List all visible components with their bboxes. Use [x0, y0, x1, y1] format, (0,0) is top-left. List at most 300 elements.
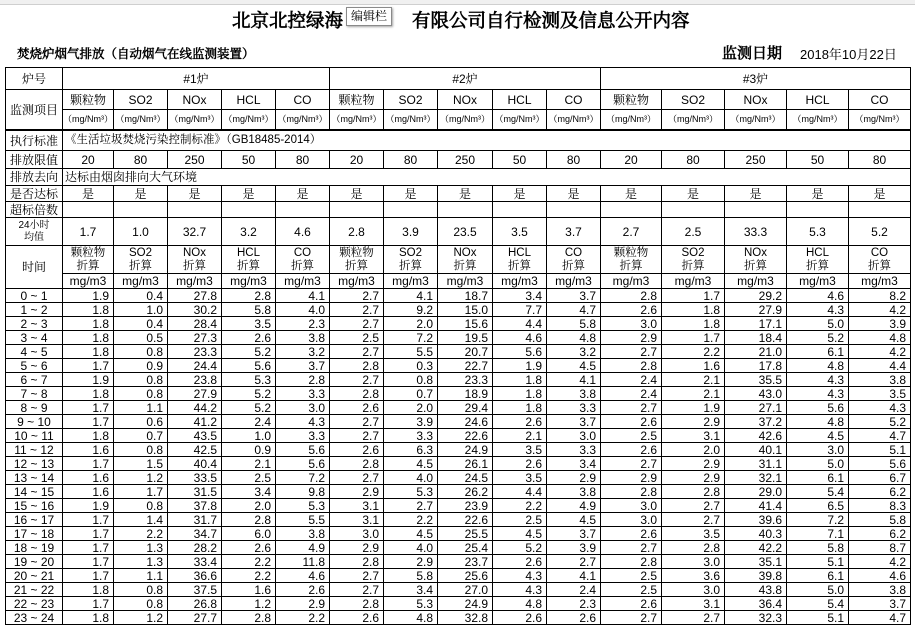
furnace-2-particulate-value[interactable]: 2.7 [330, 303, 384, 317]
furnace-2-particulate-value[interactable]: 2.7 [330, 415, 384, 429]
furnace-1-nox-value[interactable]: 33.4 [168, 555, 222, 569]
time-cell[interactable]: 5 ~ 6 [6, 359, 63, 373]
furnace-3-header[interactable]: #3炉 [601, 68, 911, 90]
furnace-2-co-unit[interactable]: （mg/Nm³） [547, 110, 601, 131]
furnace-1-co-value[interactable]: 9.8 [276, 485, 330, 499]
furnace-3-so2-value[interactable]: 1.7 [662, 331, 725, 345]
furnace-1-co-header[interactable]: CO [276, 90, 330, 110]
furnace-3-hcl-exceed[interactable] [787, 202, 849, 218]
furnace-3-co-value[interactable]: 4.7 [849, 429, 911, 443]
furnace-1-hcl-value[interactable]: 3.4 [222, 485, 276, 499]
furnace-1-hcl-hourly-header[interactable] [222, 246, 276, 274]
furnace-2-nox-value[interactable]: 25.6 [438, 569, 493, 583]
furnace-2-so2-value[interactable]: 5.8 [384, 569, 438, 583]
furnace-2-co-value[interactable]: 3.3 [547, 401, 601, 415]
furnace-3-so2-value[interactable]: 2.1 [662, 373, 725, 387]
furnace-2-hcl-value[interactable]: 4.4 [493, 317, 547, 331]
furnace-2-so2-unit[interactable]: （mg/Nm³） [384, 110, 438, 131]
furnace-2-particulate-value[interactable]: 2.5 [330, 331, 384, 345]
furnace-1-nox-hourly-unit[interactable]: mg/m3 [168, 274, 222, 289]
furnace-3-so2-value[interactable]: 1.6 [662, 359, 725, 373]
furnace-1-hcl-hourly-unit[interactable]: mg/m3 [222, 274, 276, 289]
time-cell[interactable]: 6 ~ 7 [6, 373, 63, 387]
time-cell[interactable]: 11 ~ 12 [6, 443, 63, 457]
furnace-1-co-limit[interactable]: 80 [276, 151, 330, 169]
furnace-1-so2-header[interactable]: SO2 [114, 90, 168, 110]
furnace-3-particulate-header[interactable]: 颗粒物 [601, 90, 662, 110]
furnace-3-nox-unit[interactable]: （mg/Nm³） [725, 110, 787, 131]
time-cell[interactable]: 19 ~ 20 [6, 555, 63, 569]
furnace-3-nox-limit[interactable]: 250 [725, 151, 787, 169]
time-cell[interactable]: 12 ~ 13 [6, 457, 63, 471]
furnace-2-particulate-value[interactable]: 2.6 [330, 611, 384, 625]
time-cell[interactable]: 17 ~ 18 [6, 527, 63, 541]
furnace-3-particulate-value[interactable]: 2.7 [601, 345, 662, 359]
furnace-2-nox-value[interactable]: 15.0 [438, 303, 493, 317]
furnace-3-particulate-value[interactable]: 2.8 [601, 555, 662, 569]
furnace-2-nox-value[interactable]: 25.5 [438, 527, 493, 541]
furnace-3-particulate-hourly-unit[interactable]: mg/m3 [601, 274, 662, 289]
time-cell[interactable]: 21 ~ 22 [6, 583, 63, 597]
furnace-2-hcl-hourly-header[interactable] [493, 246, 547, 274]
furnace-2-particulate-value[interactable]: 2.7 [330, 317, 384, 331]
furnace-2-particulate-value[interactable]: 2.9 [330, 485, 384, 499]
furnace-2-nox-value[interactable]: 19.5 [438, 331, 493, 345]
limit-label-cell[interactable]: 排放限值 [6, 151, 63, 169]
furnace-3-hcl-avg[interactable]: 5.3 [787, 218, 849, 246]
furnace-3-particulate-value[interactable]: 2.6 [601, 443, 662, 457]
furnace-3-nox-value[interactable]: 40.1 [725, 443, 787, 457]
furnace-3-nox-value[interactable]: 32.1 [725, 471, 787, 485]
furnace-1-hcl-value[interactable]: 2.1 [222, 457, 276, 471]
furnace-1-so2-value[interactable]: 0.8 [114, 499, 168, 513]
furnace-3-hcl-value[interactable]: 4.8 [787, 359, 849, 373]
furnace-1-nox-compliance[interactable]: 是 [168, 186, 222, 202]
furnace-2-so2-value[interactable]: 0.3 [384, 359, 438, 373]
furnace-1-hcl-value[interactable]: 2.4 [222, 415, 276, 429]
furnace-3-particulate-value[interactable]: 2.4 [601, 373, 662, 387]
furnace-2-particulate-value[interactable]: 2.6 [330, 443, 384, 457]
furnace-2-particulate-value[interactable]: 2.6 [330, 401, 384, 415]
time-cell[interactable]: 10 ~ 11 [6, 429, 63, 443]
furnace-1-particulate-value[interactable]: 1.7 [63, 513, 114, 527]
furnace-1-nox-value[interactable]: 27.9 [168, 387, 222, 401]
furnace-1-hcl-limit[interactable]: 50 [222, 151, 276, 169]
furnace-2-nox-avg[interactable]: 23.5 [438, 218, 493, 246]
furnace-3-co-value[interactable]: 3.9 [849, 317, 911, 331]
furnace-2-hcl-value[interactable]: 4.3 [493, 569, 547, 583]
furnace-1-particulate-value[interactable]: 1.6 [63, 485, 114, 499]
furnace-2-co-value[interactable]: 2.9 [547, 471, 601, 485]
furnace-3-so2-limit[interactable]: 80 [662, 151, 725, 169]
furnace-2-particulate-value[interactable]: 3.1 [330, 513, 384, 527]
furnace-2-so2-value[interactable]: 4.0 [384, 541, 438, 555]
furnace-3-hcl-value[interactable]: 7.2 [787, 513, 849, 527]
furnace-1-so2-limit[interactable]: 80 [114, 151, 168, 169]
furnace-2-co-hourly-unit[interactable]: mg/m3 [547, 274, 601, 289]
furnace-3-co-value[interactable]: 5.2 [849, 415, 911, 429]
furnace-2-hcl-value[interactable]: 4.3 [493, 583, 547, 597]
furnace-2-hcl-header[interactable]: HCL [493, 90, 547, 110]
furnace-2-nox-value[interactable]: 26.1 [438, 457, 493, 471]
furnace-2-particulate-value[interactable]: 2.7 [330, 345, 384, 359]
furnace-3-so2-value[interactable]: 2.7 [662, 611, 725, 625]
furnace-1-nox-value[interactable]: 27.7 [168, 611, 222, 625]
furnace-1-co-value[interactable]: 2.2 [276, 611, 330, 625]
furnace-3-particulate-value[interactable]: 2.9 [601, 471, 662, 485]
furnace-3-particulate-value[interactable]: 2.5 [601, 569, 662, 583]
page-title-part1[interactable]: 北京北控绿海 [232, 12, 344, 32]
furnace-2-nox-header[interactable]: NOx [438, 90, 493, 110]
furnace-2-hcl-value[interactable]: 2.2 [493, 499, 547, 513]
furnace-1-particulate-value[interactable]: 1.9 [63, 289, 114, 303]
furnace-2-co-value[interactable]: 3.0 [547, 429, 601, 443]
furnace-1-so2-value[interactable]: 1.0 [114, 303, 168, 317]
furnace-1-nox-value[interactable]: 37.5 [168, 583, 222, 597]
furnace-2-nox-value[interactable]: 23.3 [438, 373, 493, 387]
furnace-2-hcl-hourly-unit[interactable]: mg/m3 [493, 274, 547, 289]
furnace-1-particulate-value[interactable]: 1.7 [63, 415, 114, 429]
time-cell[interactable]: 9 ~ 10 [6, 415, 63, 429]
furnace-1-particulate-value[interactable]: 1.8 [63, 429, 114, 443]
furnace-1-so2-value[interactable]: 0.4 [114, 289, 168, 303]
furnace-2-hcl-value[interactable]: 3.5 [493, 471, 547, 485]
furnace-1-hcl-value[interactable]: 6.0 [222, 527, 276, 541]
furnace-3-nox-value[interactable]: 21.0 [725, 345, 787, 359]
furnace-2-co-avg[interactable]: 3.7 [547, 218, 601, 246]
furnace-3-co-header[interactable]: CO [849, 90, 911, 110]
furnace-1-co-value[interactable]: 2.3 [276, 317, 330, 331]
furnace-2-so2-value[interactable]: 9.2 [384, 303, 438, 317]
furnace-1-so2-value[interactable]: 2.2 [114, 527, 168, 541]
furnace-3-co-value[interactable]: 5.6 [849, 457, 911, 471]
furnace-2-particulate-value[interactable]: 2.9 [330, 541, 384, 555]
furnace-3-co-value[interactable]: 6.2 [849, 485, 911, 499]
furnace-1-so2-value[interactable]: 0.8 [114, 345, 168, 359]
furnace-1-co-compliance[interactable]: 是 [276, 186, 330, 202]
furnace-1-so2-value[interactable]: 1.7 [114, 485, 168, 499]
furnace-1-particulate-header[interactable]: 颗粒物 [63, 90, 114, 110]
furnace-3-nox-value[interactable]: 17.8 [725, 359, 787, 373]
furnace-1-particulate-hourly-unit[interactable]: mg/m3 [63, 274, 114, 289]
furnace-2-particulate-value[interactable]: 3.1 [330, 499, 384, 513]
furnace-1-hcl-value[interactable]: 1.2 [222, 597, 276, 611]
furnace-1-nox-header[interactable]: NOx [168, 90, 222, 110]
furnace-1-nox-limit[interactable]: 250 [168, 151, 222, 169]
furnace-2-co-value[interactable]: 4.1 [547, 373, 601, 387]
furnace-1-so2-value[interactable]: 0.8 [114, 583, 168, 597]
furnace-2-nox-value[interactable]: 22.6 [438, 513, 493, 527]
furnace-3-nox-value[interactable]: 35.1 [725, 555, 787, 569]
furnace-1-hcl-value[interactable]: 2.5 [222, 471, 276, 485]
furnace-2-co-value[interactable]: 2.4 [547, 583, 601, 597]
furnace-3-particulate-hourly-header[interactable] [601, 246, 662, 274]
furnace-2-particulate-limit[interactable]: 20 [330, 151, 384, 169]
furnace-3-particulate-value[interactable]: 2.6 [601, 303, 662, 317]
furnace-1-co-value[interactable]: 4.6 [276, 569, 330, 583]
furnace-2-hcl-value[interactable]: 1.8 [493, 387, 547, 401]
furnace-1-hcl-value[interactable]: 3.5 [222, 317, 276, 331]
furnace-1-nox-value[interactable]: 44.2 [168, 401, 222, 415]
furnace-2-particulate-hourly-unit[interactable]: mg/m3 [330, 274, 384, 289]
furnace-2-co-value[interactable]: 3.3 [547, 443, 601, 457]
furnace-2-so2-value[interactable]: 4.1 [384, 289, 438, 303]
furnace-3-hcl-value[interactable]: 5.0 [787, 317, 849, 331]
furnace-2-hcl-value[interactable]: 7.7 [493, 303, 547, 317]
furnace-1-nox-value[interactable]: 28.2 [168, 541, 222, 555]
furnace-3-particulate-value[interactable]: 2.7 [601, 541, 662, 555]
furnace-3-nox-value[interactable]: 18.4 [725, 331, 787, 345]
furnace-2-nox-value[interactable]: 26.2 [438, 485, 493, 499]
furnace-1-particulate-value[interactable]: 1.6 [63, 443, 114, 457]
furnace-3-particulate-value[interactable]: 2.7 [601, 457, 662, 471]
furnace-1-so2-compliance[interactable]: 是 [114, 186, 168, 202]
furnace-1-co-hourly-unit[interactable]: mg/m3 [276, 274, 330, 289]
furnace-1-nox-value[interactable]: 30.2 [168, 303, 222, 317]
monitor-date-label[interactable]: 监测日期 [722, 45, 783, 62]
time-cell[interactable]: 3 ~ 4 [6, 331, 63, 345]
furnace-3-co-limit[interactable]: 80 [849, 151, 911, 169]
furnace-2-hcl-limit[interactable]: 50 [493, 151, 547, 169]
furnace-1-so2-value[interactable]: 0.5 [114, 331, 168, 345]
column-header-strip[interactable] [0, 0, 915, 5]
furnace-2-particulate-value[interactable]: 2.8 [330, 387, 384, 401]
furnace-1-hcl-value[interactable]: 2.2 [222, 569, 276, 583]
furnace-2-co-header[interactable]: CO [547, 90, 601, 110]
furnace-2-so2-hourly-unit[interactable]: mg/m3 [384, 274, 438, 289]
furnace-1-so2-unit[interactable]: （mg/Nm³） [114, 110, 168, 131]
furnace-3-hcl-compliance[interactable]: 是 [787, 186, 849, 202]
furnace-2-so2-value[interactable]: 0.8 [384, 373, 438, 387]
furnace-3-nox-value[interactable]: 27.1 [725, 401, 787, 415]
furnace-2-so2-value[interactable]: 2.2 [384, 513, 438, 527]
furnace-1-particulate-value[interactable]: 1.7 [63, 401, 114, 415]
furnace-3-hcl-value[interactable]: 5.2 [787, 331, 849, 345]
monitor-date-value[interactable]: 2018年10月22日 [800, 47, 897, 62]
furnace-1-co-value[interactable]: 5.5 [276, 513, 330, 527]
time-cell[interactable]: 20 ~ 21 [6, 569, 63, 583]
furnace-3-co-unit[interactable]: （mg/Nm³） [849, 110, 911, 131]
furnace-2-hcl-value[interactable]: 1.8 [493, 373, 547, 387]
furnace-3-hcl-value[interactable]: 6.1 [787, 569, 849, 583]
furnace-3-nox-value[interactable]: 17.1 [725, 317, 787, 331]
furnace-1-hcl-value[interactable]: 2.8 [222, 611, 276, 625]
furnace-1-hcl-exceed[interactable] [222, 202, 276, 218]
furnace-2-hcl-avg[interactable]: 3.5 [493, 218, 547, 246]
furnace-3-hcl-value[interactable]: 4.5 [787, 429, 849, 443]
furnace-2-hcl-value[interactable]: 4.6 [493, 331, 547, 345]
furnace-3-nox-value[interactable]: 32.3 [725, 611, 787, 625]
furnace-1-so2-value[interactable]: 0.8 [114, 443, 168, 457]
furnace-3-co-value[interactable]: 4.2 [849, 555, 911, 569]
furnace-3-so2-avg[interactable]: 2.5 [662, 218, 725, 246]
furnace-2-hcl-value[interactable]: 2.1 [493, 429, 547, 443]
furnace-2-nox-limit[interactable]: 250 [438, 151, 493, 169]
furnace-2-hcl-compliance[interactable]: 是 [493, 186, 547, 202]
furnace-3-hcl-value[interactable]: 5.0 [787, 457, 849, 471]
furnace-2-co-hourly-header[interactable] [547, 246, 601, 274]
furnace-1-nox-unit[interactable]: （mg/Nm³） [168, 110, 222, 131]
furnace-3-particulate-value[interactable]: 3.0 [601, 513, 662, 527]
furnace-3-hcl-value[interactable]: 6.1 [787, 345, 849, 359]
furnace-3-co-value[interactable]: 4.3 [849, 401, 911, 415]
furnace-2-particulate-value[interactable]: 2.8 [330, 359, 384, 373]
furnace-1-nox-value[interactable]: 36.6 [168, 569, 222, 583]
furnace-3-so2-value[interactable]: 1.9 [662, 401, 725, 415]
furnace-2-particulate-avg[interactable]: 2.8 [330, 218, 384, 246]
furnace-2-nox-value[interactable]: 23.9 [438, 499, 493, 513]
furnace-2-hcl-unit[interactable]: （mg/Nm³） [493, 110, 547, 131]
furnace-3-so2-value[interactable]: 3.0 [662, 583, 725, 597]
furnace-1-so2-hourly-header[interactable] [114, 246, 168, 274]
furnace-1-hcl-value[interactable]: 2.8 [222, 513, 276, 527]
furnace-1-particulate-limit[interactable]: 20 [63, 151, 114, 169]
furnace-2-co-value[interactable]: 4.8 [547, 331, 601, 345]
furnace-2-nox-value[interactable]: 15.6 [438, 317, 493, 331]
furnace-3-particulate-value[interactable]: 2.7 [601, 401, 662, 415]
furnace-1-particulate-value[interactable]: 1.7 [63, 457, 114, 471]
furnace-3-so2-value[interactable]: 2.8 [662, 485, 725, 499]
standard-value-cell[interactable]: 《生活垃圾焚烧污染控制标准》（GB18485-2014） [63, 131, 911, 151]
furnace-1-so2-value[interactable]: 0.4 [114, 317, 168, 331]
furnace-1-hcl-value[interactable]: 2.6 [222, 541, 276, 555]
furnace-1-hcl-unit[interactable]: （mg/Nm³） [222, 110, 276, 131]
furnace-2-nox-value[interactable]: 24.5 [438, 471, 493, 485]
furnace-3-hcl-value[interactable]: 4.3 [787, 303, 849, 317]
furnace-1-nox-avg[interactable]: 32.7 [168, 218, 222, 246]
furnace-1-co-value[interactable]: 2.8 [276, 373, 330, 387]
furnace-3-nox-value[interactable]: 36.4 [725, 597, 787, 611]
furnace-1-so2-value[interactable]: 1.5 [114, 457, 168, 471]
furnace-1-co-value[interactable]: 2.6 [276, 583, 330, 597]
furnace-1-hcl-avg[interactable]: 3.2 [222, 218, 276, 246]
furnace-3-particulate-value[interactable]: 2.9 [601, 331, 662, 345]
furnace-2-so2-value[interactable]: 2.0 [384, 317, 438, 331]
furnace-1-co-unit[interactable]: （mg/Nm³） [276, 110, 330, 131]
furnace-1-nox-value[interactable]: 40.4 [168, 457, 222, 471]
furnace-2-header[interactable]: #2炉 [330, 68, 601, 90]
furnace-3-nox-value[interactable]: 35.5 [725, 373, 787, 387]
furnace-3-nox-value[interactable]: 39.8 [725, 569, 787, 583]
furnace-3-co-value[interactable]: 4.4 [849, 359, 911, 373]
furnace-3-particulate-exceed[interactable] [601, 202, 662, 218]
furnace-1-co-value[interactable]: 3.0 [276, 401, 330, 415]
furnace-1-particulate-value[interactable]: 1.8 [63, 583, 114, 597]
standard-label-cell[interactable]: 执行标准 [6, 131, 63, 151]
furnace-2-so2-value[interactable]: 2.0 [384, 401, 438, 415]
furnace-2-hcl-value[interactable]: 2.6 [493, 555, 547, 569]
furnace-2-particulate-value[interactable]: 2.7 [330, 471, 384, 485]
time-cell[interactable]: 15 ~ 16 [6, 499, 63, 513]
furnace-2-co-value[interactable]: 4.9 [547, 499, 601, 513]
furnace-3-hcl-value[interactable]: 6.1 [787, 471, 849, 485]
furnace-1-nox-value[interactable]: 26.8 [168, 597, 222, 611]
furnace-3-nox-value[interactable]: 29.2 [725, 289, 787, 303]
furnace-1-co-value[interactable]: 5.3 [276, 499, 330, 513]
time-cell[interactable]: 4 ~ 5 [6, 345, 63, 359]
furnace-1-co-value[interactable]: 4.3 [276, 415, 330, 429]
furnace-2-so2-value[interactable]: 3.4 [384, 583, 438, 597]
time-label-cell[interactable]: 时间 [6, 246, 63, 289]
furnace-3-nox-value[interactable]: 41.4 [725, 499, 787, 513]
furnace-2-co-limit[interactable]: 80 [547, 151, 601, 169]
furnace-1-hcl-value[interactable]: 2.0 [222, 499, 276, 513]
furnace-2-nox-value[interactable]: 18.9 [438, 387, 493, 401]
furnace-2-so2-avg[interactable]: 3.9 [384, 218, 438, 246]
furnace-2-particulate-value[interactable]: 2.7 [330, 289, 384, 303]
furnace-1-co-value[interactable]: 11.8 [276, 555, 330, 569]
furnace-2-so2-exceed[interactable] [384, 202, 438, 218]
furnace-2-hcl-value[interactable]: 1.9 [493, 359, 547, 373]
furnace-2-nox-value[interactable]: 23.7 [438, 555, 493, 569]
furnace-3-particulate-value[interactable]: 2.5 [601, 583, 662, 597]
furnace-1-nox-value[interactable]: 33.5 [168, 471, 222, 485]
furnace-2-particulate-value[interactable]: 2.7 [330, 569, 384, 583]
furnace-3-so2-value[interactable]: 3.0 [662, 555, 725, 569]
furnace-3-particulate-value[interactable]: 2.8 [601, 359, 662, 373]
furnace-3-so2-value[interactable]: 2.7 [662, 513, 725, 527]
furnace-2-hcl-value[interactable]: 2.6 [493, 415, 547, 429]
furnace-2-particulate-value[interactable]: 2.8 [330, 457, 384, 471]
furnace-1-particulate-value[interactable]: 1.7 [63, 597, 114, 611]
furnace-2-nox-hourly-header[interactable] [438, 246, 493, 274]
furnace-1-nox-value[interactable]: 31.5 [168, 485, 222, 499]
furnace-3-so2-unit[interactable]: （mg/Nm³） [662, 110, 725, 131]
furnace-1-hcl-value[interactable]: 2.8 [222, 289, 276, 303]
furnace-3-so2-header[interactable]: SO2 [662, 90, 725, 110]
furnace-2-particulate-header[interactable]: 颗粒物 [330, 90, 384, 110]
furnace-1-particulate-value[interactable]: 1.7 [63, 541, 114, 555]
furnace-2-co-value[interactable]: 3.7 [547, 289, 601, 303]
furnace-2-nox-unit[interactable]: （mg/Nm³） [438, 110, 493, 131]
page-title-part2[interactable]: 有限公司自行检测及信息公开内容 [412, 12, 690, 32]
furnace-2-hcl-value[interactable]: 3.5 [493, 443, 547, 457]
furnace-2-so2-value[interactable]: 6.3 [384, 443, 438, 457]
furnace-3-hcl-value[interactable]: 4.6 [787, 289, 849, 303]
furnace-2-nox-value[interactable]: 24.9 [438, 597, 493, 611]
destination-label-cell[interactable]: 排放去向 [6, 169, 63, 186]
furnace-1-so2-value[interactable]: 1.4 [114, 513, 168, 527]
furnace-2-nox-value[interactable]: 32.8 [438, 611, 493, 625]
furnace-3-co-value[interactable]: 3.8 [849, 583, 911, 597]
furnace-1-hcl-header[interactable]: HCL [222, 90, 276, 110]
furnace-2-so2-value[interactable]: 4.8 [384, 611, 438, 625]
furnace-2-co-value[interactable]: 3.8 [547, 387, 601, 401]
furnace-1-hcl-value[interactable]: 0.9 [222, 443, 276, 457]
furnace-3-so2-value[interactable]: 2.2 [662, 345, 725, 359]
furnace-3-co-hourly-header[interactable] [849, 246, 911, 274]
exceed-label-cell[interactable]: 超标倍数 [6, 202, 63, 218]
furnace-3-hcl-value[interactable]: 4.3 [787, 387, 849, 401]
furnace-3-hcl-value[interactable]: 5.8 [787, 541, 849, 555]
time-cell[interactable]: 8 ~ 9 [6, 401, 63, 415]
furnace-1-nox-exceed[interactable] [168, 202, 222, 218]
furnace-3-so2-value[interactable]: 3.6 [662, 569, 725, 583]
furnace-3-hcl-hourly-unit[interactable]: mg/m3 [787, 274, 849, 289]
furnace-1-particulate-value[interactable]: 1.9 [63, 499, 114, 513]
furnace-3-so2-value[interactable]: 2.8 [662, 541, 725, 555]
furnace-1-nox-value[interactable]: 42.5 [168, 443, 222, 457]
furnace-1-nox-value[interactable]: 28.4 [168, 317, 222, 331]
furnace-2-nox-value[interactable]: 25.4 [438, 541, 493, 555]
furnace-2-hcl-value[interactable]: 4.4 [493, 485, 547, 499]
furnace-3-hcl-value[interactable]: 3.0 [787, 443, 849, 457]
furnace-3-particulate-value[interactable]: 2.4 [601, 387, 662, 401]
furnace-3-nox-value[interactable]: 27.9 [725, 303, 787, 317]
furnace-2-so2-header[interactable]: SO2 [384, 90, 438, 110]
furnace-1-nox-value[interactable]: 23.3 [168, 345, 222, 359]
furnace-3-particulate-value[interactable]: 2.6 [601, 415, 662, 429]
